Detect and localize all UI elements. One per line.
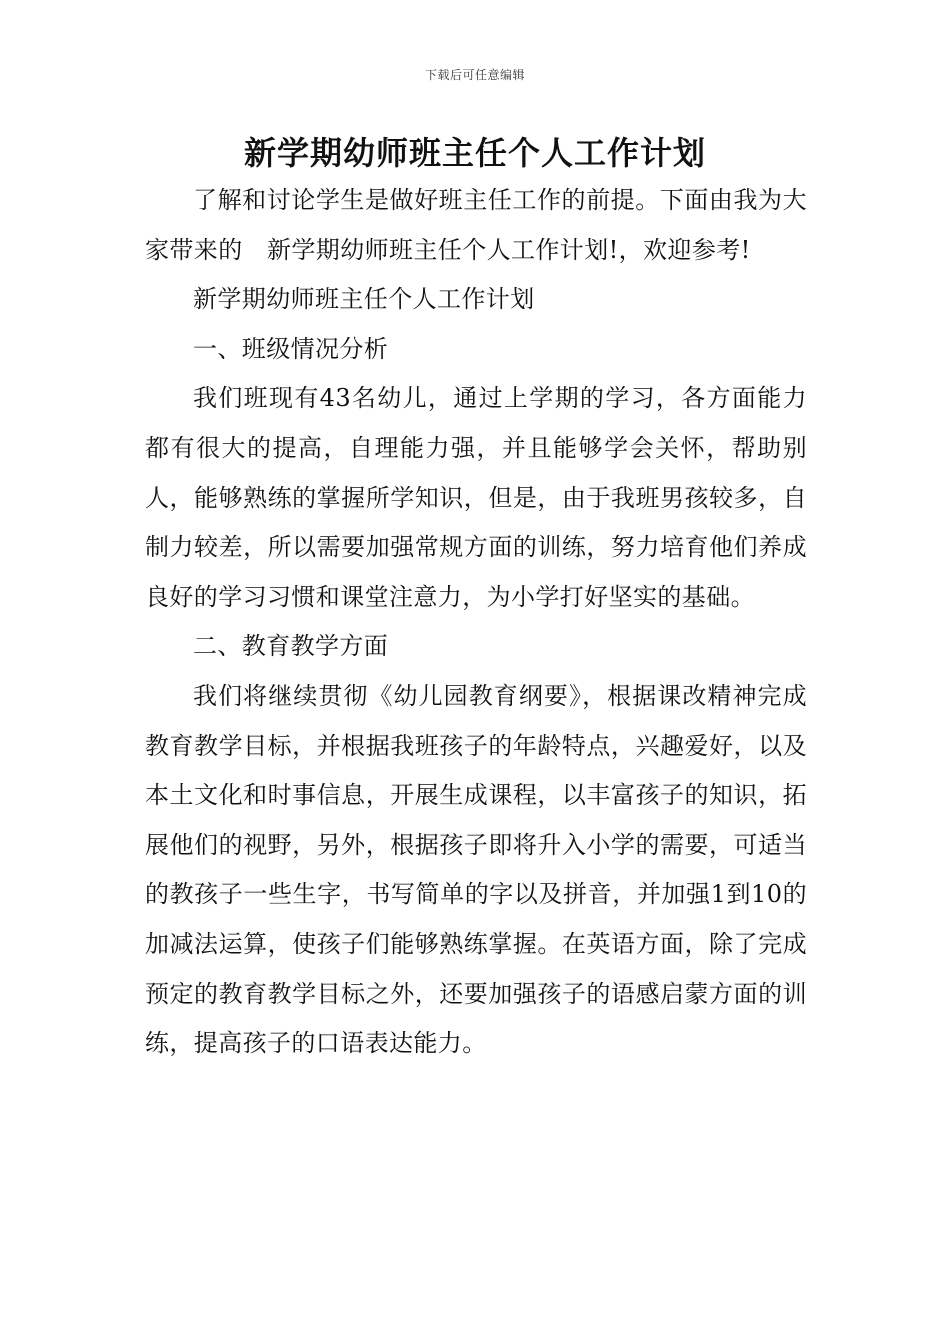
class-analysis-paragraph: 我们班现有43名幼儿，通过上学期的学习，各方面能力都有很大的提高，自理能力强，并且能够学会关怀，帮助别人，能够熟练的掌握所学知识，但是，由于我班男孩较多，自制力较差，所以需要加强常规方面的训练，努力培育他们养成良好的学习习惯和课堂注意力，为小学打好坚实的基础。 bbox=[145, 384, 807, 611]
intro-paragraph: 了解和讨论学生是做好班主任工作的前提。下面由我为大家带来的 新学期幼师班主任个人工作计划!，欢迎参考! bbox=[145, 186, 807, 264]
document-body bbox=[145, 176, 807, 1069]
plan-subtitle: 新学期幼师班主任个人工作计划 bbox=[193, 285, 535, 314]
section-heading-teaching: 二、教育教学方面 bbox=[193, 632, 389, 661]
section-heading-class-analysis: 一、班级情况分析 bbox=[193, 334, 389, 363]
teaching-paragraph: 我们将继续贯彻《幼儿园教育纲要》，根据课改精神完成教育教学目标，并根据我班孩子的年龄特点，兴趣爱好，以及本土文化和时事信息，开展生成课程，以丰富孩子的知识，拓展他们的视野，另外，根据孩子即将升入小学的需要，可适当的教孩子一些生字，书写简单的字以及拼音，并加强1到10的加减法运算，使孩子们能够熟练掌握。在英语方面，除了完成预定的教育教学目标之外，还要加强孩子的语感启蒙方面的训练，提高孩子的口语表达能力。 bbox=[145, 681, 807, 1058]
document-title: 新学期幼师班主任个人工作计划 bbox=[243, 134, 706, 172]
header-note: 下载后可任意编辑 bbox=[424, 68, 525, 82]
